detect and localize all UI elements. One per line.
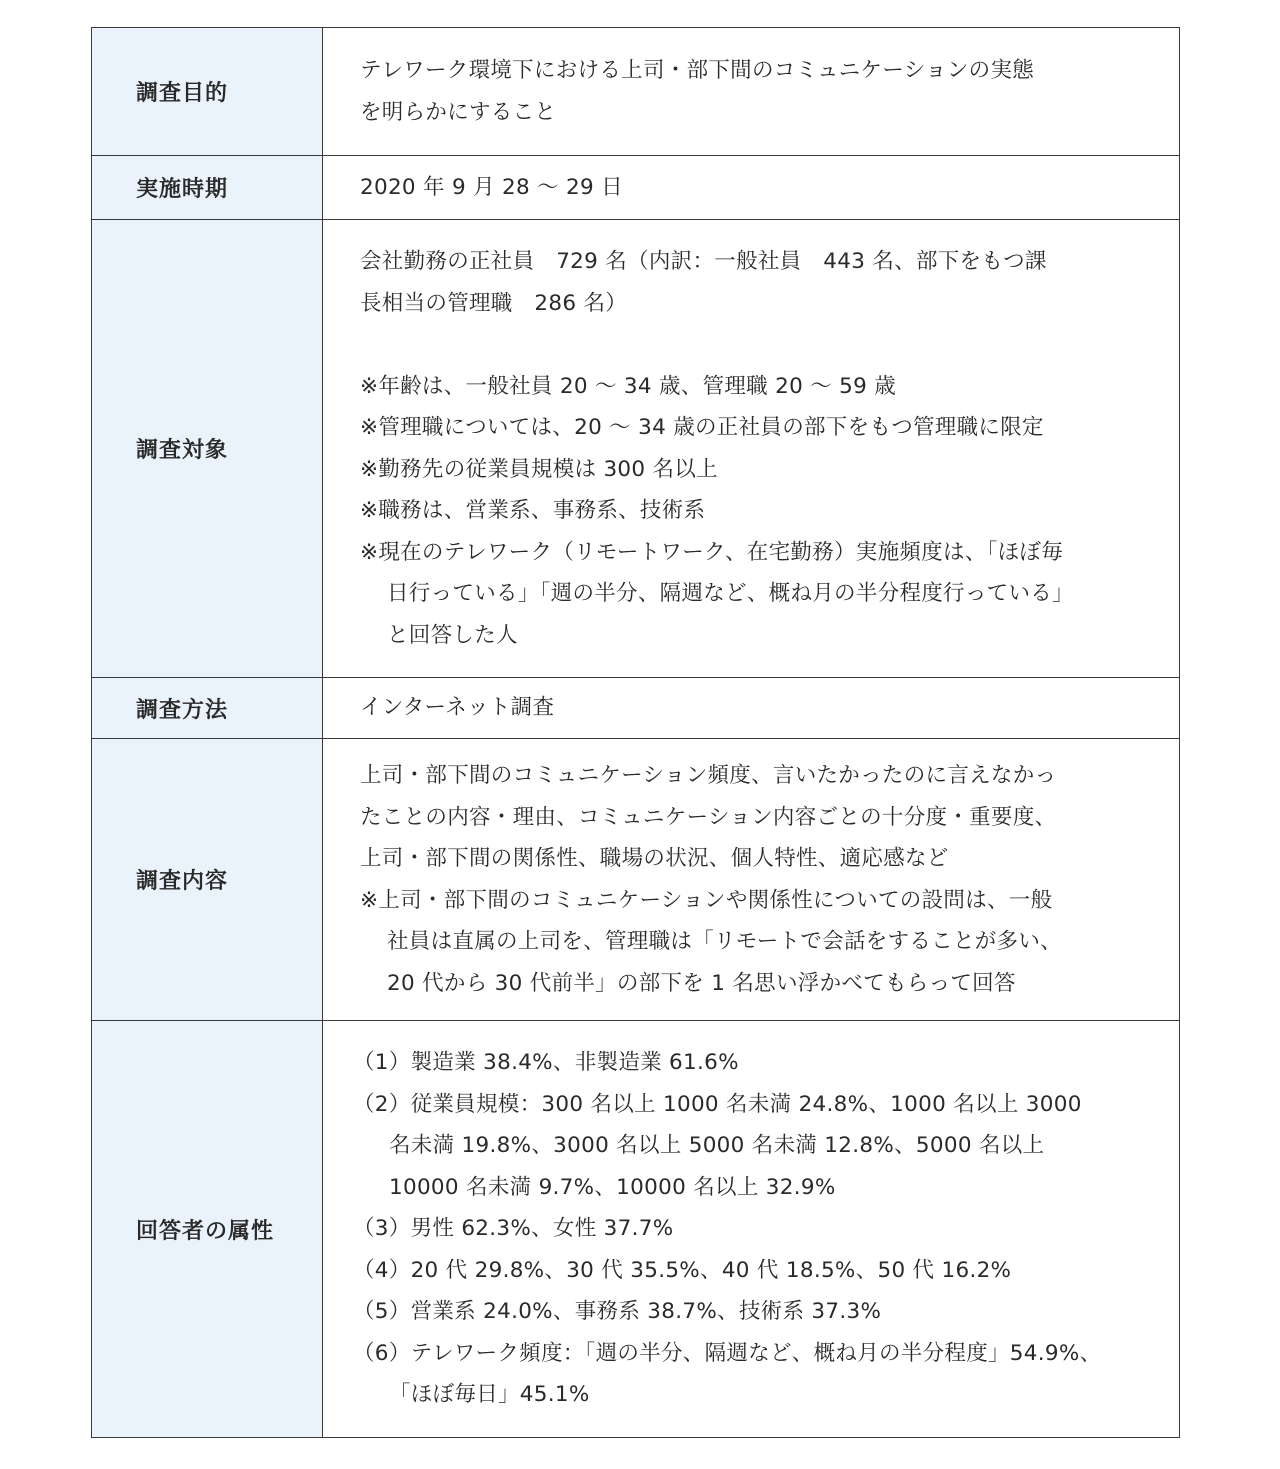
note-line: ※上司・部下間のコミュニケーションや関係性についての設問は、一般 — [360, 887, 1053, 913]
note-line: 社員は直属の上司を、管理職は「リモートで会話をすることが多い、 — [387, 929, 1062, 954]
table-row-purpose — [92, 28, 1180, 156]
note-line: 20 代から 30 代前半」の部下を 1 名思い浮かべてもらって回答 — [387, 970, 1016, 996]
note-line: ※管理職については、20 〜 34 歳の正社員の部下をもつ管理職に限定 — [360, 415, 1044, 440]
list-item: （2）従業員規模：300 名以上 1000 名未満 24.8%、1000 名以上 3000 — [353, 1091, 1082, 1117]
list-item: （3）男性 62.3%、女性 37.7% — [353, 1216, 674, 1242]
row-value — [323, 220, 1180, 678]
row-label: 回答者の属性 — [92, 1021, 323, 1438]
list-item: （6）テレワーク頻度：「週の半分、隔週など、概ね月の半分程度」54.9%、 — [353, 1340, 1102, 1366]
value-line: 会社勤務の正社員 729 名（内訳：一般社員 443 名、部下をもつ課 — [360, 249, 1047, 274]
note-line: ※勤務先の従業員規模は 300 名以上 — [360, 456, 718, 482]
row-value — [323, 156, 1180, 220]
row-label: 調査目的 — [92, 28, 323, 156]
value-line: テレワーク環境下における上司・部下間のコミュニケーションの実態 — [360, 58, 1035, 83]
row-value — [323, 1021, 1180, 1438]
value-line: インターネット調査 — [360, 695, 555, 721]
value-line: 上司・部下間の関係性、職場の状況、個人特性、適応感など — [360, 846, 949, 871]
list-item-continuation: 10000 名未満 9.7%、10000 名以上 32.9% — [389, 1174, 836, 1200]
value-line: たことの内容・理由、コミュニケーション内容ごとの十分度・重要度、 — [360, 804, 1057, 830]
table-row-target — [92, 220, 1180, 678]
row-value — [323, 739, 1180, 1021]
note-line: ※年齢は、一般社員 20 〜 34 歳、管理職 20 〜 59 歳 — [360, 373, 897, 399]
note-line: ※現在のテレワーク（リモートワーク、在宅勤務）実施頻度は、「ほぼ毎 — [360, 539, 1064, 565]
note-line: ※職務は、営業系、事務系、技術系 — [360, 498, 706, 523]
row-value — [323, 28, 1180, 156]
survey-overview-table — [91, 27, 1180, 1438]
table-row-content — [92, 739, 1180, 1021]
row-label: 調査対象 — [92, 220, 323, 678]
value-line: を明らかにすること — [360, 99, 557, 125]
table-row-method — [92, 678, 1180, 739]
list-item-continuation: 「ほぼ毎日」45.1% — [389, 1382, 590, 1408]
note-line: 日行っている」「週の半分、隔週など、概ね月の半分程度行っている」 — [387, 581, 1074, 606]
list-item-continuation: 名未満 19.8%、3000 名以上 5000 名未満 12.8%、5000 名以上 — [389, 1133, 1045, 1159]
value-line: 上司・部下間のコミュニケーション頻度、言いたかったのに言えなかっ — [360, 763, 1057, 788]
row-label: 調査方法 — [92, 678, 323, 739]
table-row-attributes — [92, 1021, 1180, 1438]
note-line: と回答した人 — [387, 622, 518, 648]
list-item: （1）製造業 38.4%、非製造業 61.6% — [353, 1050, 739, 1076]
row-label: 実施時期 — [92, 156, 323, 220]
value-line: 長相当の管理職 286 名） — [360, 290, 628, 316]
list-item: （4）20 代 29.8%、30 代 35.5%、40 代 18.5%、50 代 16.2% — [353, 1257, 1012, 1283]
value-line: 2020 年 9 月 28 〜 29 日 — [360, 174, 623, 200]
list-item: （5）営業系 24.0%、事務系 38.7%、技術系 37.3% — [353, 1299, 882, 1325]
paragraph-gap — [360, 324, 1159, 366]
row-value — [323, 678, 1180, 739]
row-label: 調査内容 — [92, 739, 323, 1021]
table-row-period — [92, 156, 1180, 220]
